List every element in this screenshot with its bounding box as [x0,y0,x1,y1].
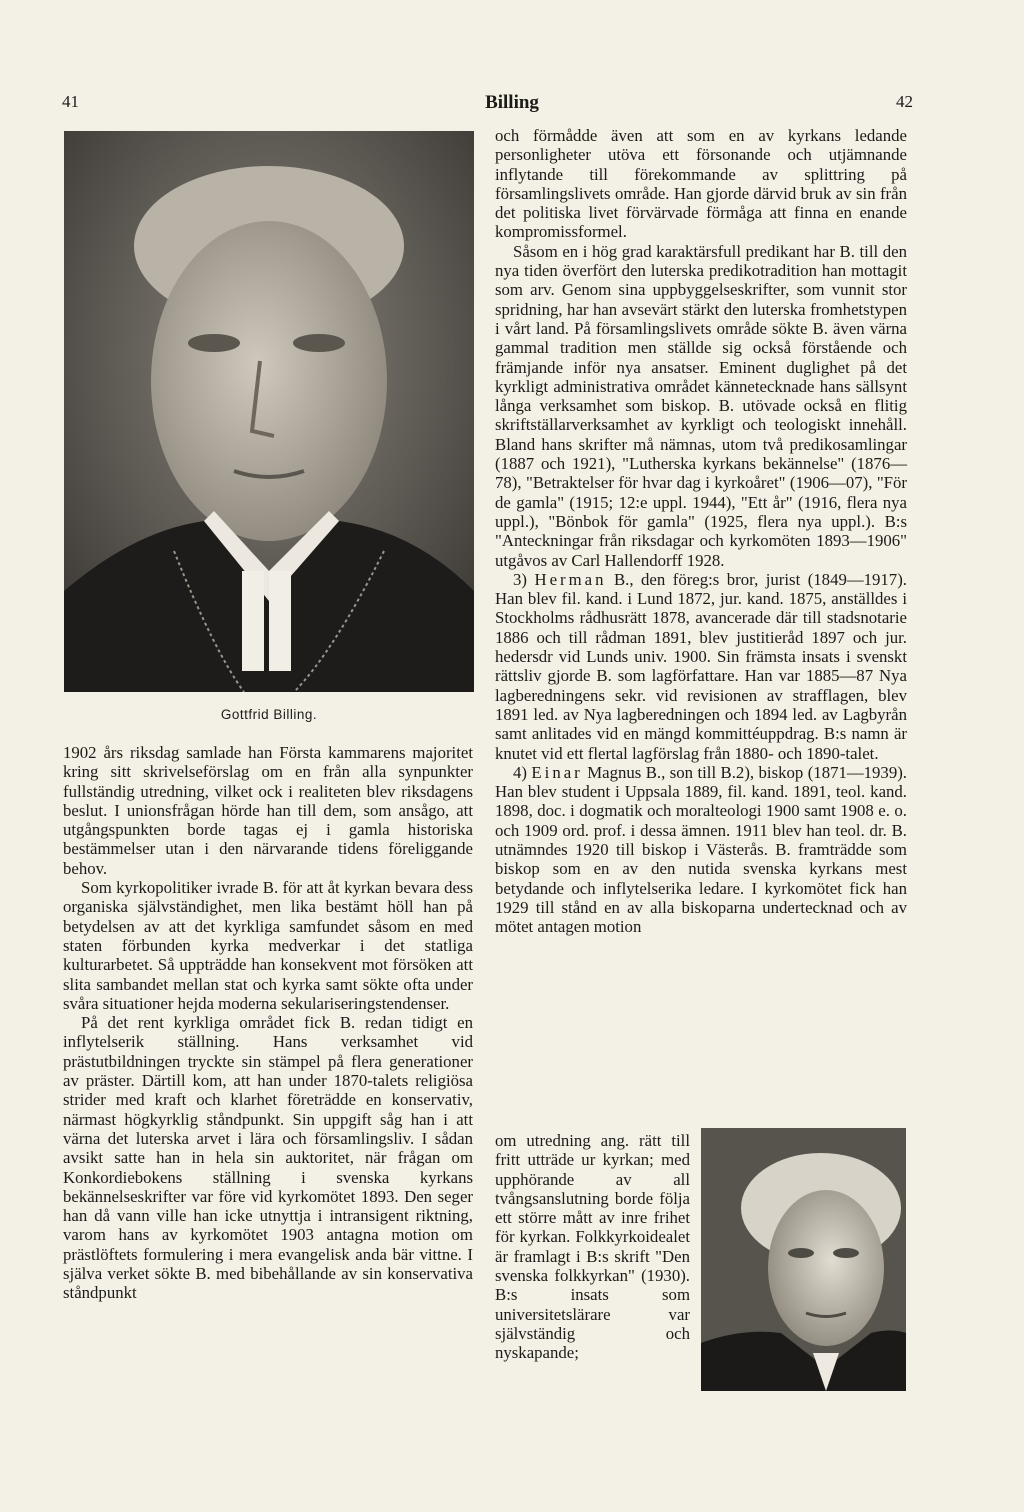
paragraph-einar [495,763,907,937]
entry-text: Magnus B., son till B.2), biskop (1871—1939). Han blev student i Uppsala 1889, fil. kand. 1891, teol. kand. 1898, doc. i dogmatik och moralteologi 1900 samt 1908 e. o. och 1909 ord. prof. i dessa ämnen. 1911 blev han teol. dr. B. utnämndes 1920 till biskop i Västerås. B. framträdde som biskop som en av den nutida svenska kyrkans mest betydande och inflytelserika ledare. I kyrkomötet fick han 1929 till stånd en av alla biskoparna undertecknad och av mötet antagen motion [495,762,907,937]
running-head: Billing [485,92,539,113]
portrait-gottfrid-billing [64,131,474,692]
right-column [495,126,907,936]
entry-number: 4) [513,762,527,782]
paragraph-herman [495,570,907,763]
left-column [63,743,473,1303]
paragraph: Som kyrkopolitiker ivrade B. för att åt kyrkan bevara dess organiska självständighet, men lika bestämt höll han på betydelsen av att det kyrkliga samfundet såsom en med staten förbunden kyrka medverkar i det statliga kulturarbetet. Så uppträdde han konsekvent mot försöken att slita sambandet mellan stat och kyrka samt sökte ofta under svåra situationer hejda moderna sekulariseringstendenser. [63,878,473,1013]
paragraph: och förmådde även att som en av kyrkans ledande personligheter utöva ett försonande och utjämnande inflytande till förekommande av splittring på församlingslivets område. Han gjorde därvid bruk av sin från det politiska livet förvärvade förmåga att finna en enande kompromissformel. [495,126,907,242]
entry-name: Herman [534,569,607,589]
portrait-einar-billing [701,1128,906,1391]
right-column-tail [495,1131,690,1363]
page-number-left: 41 [62,92,79,111]
paragraph: om utredning ang. rätt till fritt utträde ur kyrkan; med upphörande av all tvångsanslutning borde följa ett större mått av inre frihet för kyrkan. Folkkyrkoidealet är framlagt i B:s skrift "Den svenska folkkyrkan" (1930). B:s insats som universitetslärare var självständig och nyskapande; [495,1131,690,1363]
page-number-right: 42 [896,92,913,111]
paragraph: På det rent kyrkliga området fick B. redan tidigt en inflytelserik ställning. Hans verksamhet vid prästutbildningen tryckte sin stämpel på flera generationer av präster. Därtill kom, att han under 1870-talets religiösa strider med kraft och klarhet företrädde en konservativ, närmast högkyrklig ståndpunkt. Sin uppgift såg han i att värna det luterska arvet i lära och församlingsliv. I sådan avsikt satte han in hela sin auktoritet, när frågan om Konkordiebokens ställning i svenska kyrkans bekännelseskrifter var före vid kyrkomötet 1893. Den seger han då vann ville han icke utnyttja i intransigent riktning, varom hans av kyrkomötet 1903 antagna motion om prästlöftets formulering i mera evangelisk anda bär vittne. I själva verket sökte B. med bibehållande av sin konservativa ståndpunkt [63,1013,473,1303]
entry-name: Einar [531,762,583,782]
portrait-caption: Gottfrid Billing. [220,707,318,722]
entry-number: 3) [513,569,527,589]
paragraph: 1902 års riksdag samlade han Första kammarens majoritet kring sitt skrivelseförslag om en från alla synpunkter fullständig utredning, vilket ock i realiteten blev riksdagens beslut. I unionsfrågan hörde han till dem, som ansågo, att utgångspunkten borde tagas ej i gamla historiska bestämmelser utan i den närvarande tidens föreliggande behov. [63,743,473,878]
paragraph: Såsom en i hög grad karaktärsfull predikant har B. till den nya tiden överfört den luterska predikotradition han mottagit som arv. Genom sina uppbyggelseskrifter, som vunnit stor spridning, har han avsevärt stärkt den luterska fromhetstypen i vårt land. På församlingslivets område sökte B. även värna gammal tradition men ställde sig också förstående och främjande inför nya ansatser. Eminent duglighet på det kyrkligt administrativa området kännetecknade hans sällsynt långa verksamhet som biskop. B. utövade också en flitig skriftställarverksamhet av kyrkligt och teologiskt innehåll. Bland hans skrifter må nämnas, utom två predikosamlingar (1887 och 1921), "Lutherska kyrkans bekännelse" (1876—78), "Betraktelser för hvar dag i kyrkoåret" (1906—07), "För de gamla" (1915; 12:e uppl. 1944), "Ett år" (1916, flera nya uppl.), "Bönbok för gamla" (1925, flera nya uppl.). B:s "Anteckningar från riksdagar och kyrkomöten 1893—1906" utgåvos av Carl Hallendorff 1928. [495,241,907,570]
entry-text: B., den föreg:s bror, jurist (1849—1917). Han blev fil. kand. i Lund 1872, jur. kand. 1875, anställdes i Stockholms rådhusrätt 1878, avancerade där till stadsnotarie 1886 och till rådman 1891, blev justitieråd 1897 och jur. hedersdr vid Lunds univ. 1900. Sin främsta insats i svenskt rättsliv gjorde B. som lagförfattare. Han var 1885—87 Nya lagberedningens sekr. vid revisionen av strafflagen, blev 1891 led. av Nya lagberedningen och 1894 led. av Lagbyrån samt anlitades vid en mängd kommittéuppdrag. B:s namn är knutet vid ett flertal lagförslag från 1880- och 1890-talet. [495,569,907,763]
